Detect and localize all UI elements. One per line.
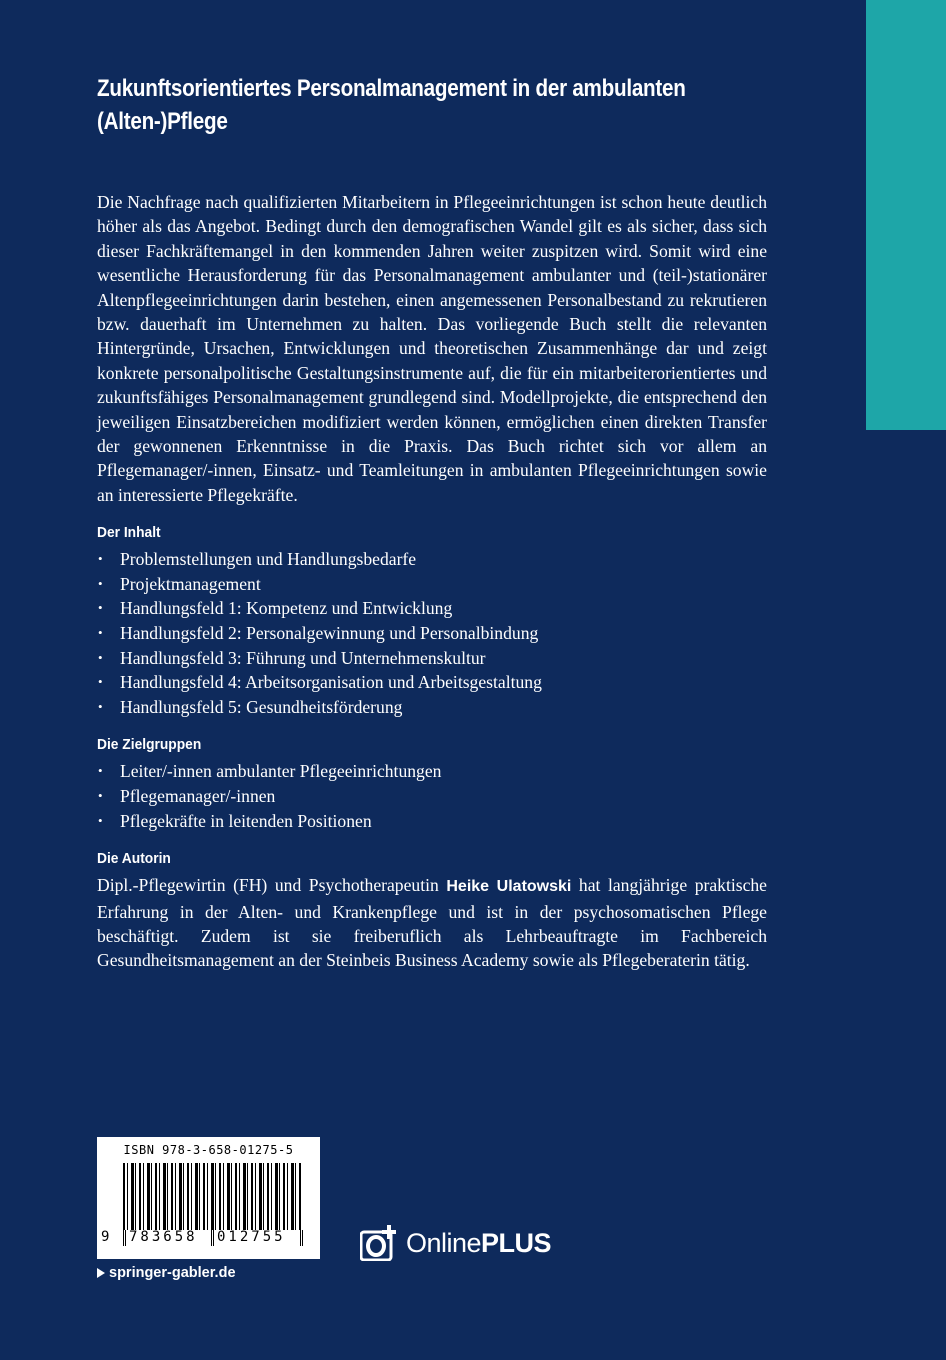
barcode-left-digits: 783658 [129,1229,198,1245]
author-name: Heike Ulatowski [446,878,572,896]
section-heading-inhalt: Der Inhalt [97,524,161,542]
list-item: • Leiter/-innen ambulanter Pflegeeinrichtungen [97,759,767,784]
list-item: • Projektmanagement [97,572,767,597]
zielgruppen-list [97,759,767,833]
list-item: • Handlungsfeld 5: Gesundheitsförderung [97,695,767,720]
play-arrow-icon [97,1268,105,1278]
section-zielgruppen [97,735,767,833]
section-inhalt [97,523,767,719]
section-heading-zielgruppen: Die Zielgruppen [97,736,202,754]
author-bio-end: hat langjährige praktische Erfahrung in der Alten- und Krankenpflege und ist in der psychosomatischen Pflege beschäftigt. Zudem ist sie freiberuflich als Lehrbeauftragte im Fachbereich Gesundheitsmanagement an der Steinbeis Business Academy sowie als Pflegeberaterin tätig. [97,875,767,971]
online-plus-text [406,1228,551,1259]
barcode-first-digit: 9 [101,1229,110,1245]
back-cover-content [97,72,767,973]
website-url: springer-gabler.de [109,1265,236,1281]
list-item: • Handlungsfeld 4: Arbeitsorganisation und Arbeitsgestaltung [97,670,767,695]
title-line-1: Zukunftsorientiertes Personalmanagement in der ambulanten [97,75,686,102]
intro-paragraph: Die Nachfrage nach qualifizierten Mitarbeitern in Pflegeeinrichtungen ist schon heute deutlich höher als das Angebot. Bedingt durch den demografischen Wandel gilt es als sicher, dass sich dieser Fachkräftemangel in den kommenden Jahren weiter zuspitzen wird. Somit wird eine wesentliche Herausforderung für das Personalmanagement ambulanter und (teil-)stationärer Altenpflegeeinrichtungen darin bestehen, einen angemessenen Personalbestand zu rekrutieren bzw. dauerhaft im Unternehmen zu halten. Das vorliegende Buch stellt die relevanten Hintergründe, Ursachen, Entwicklungen und theoretischen Zusammenhänge dar und zeigt konkrete personalpolitische Gestaltungsinstrumente auf, die für ein mitarbeiterorientiertes und zukunftsfähiges Personalmanagement grundlegend sind. Modellprojekte, die entsprechend den jeweiligen Einsatzbereichen modifiziert werden können, ermöglichen einen direkten Transfer der gewonnenen Erkenntnisse in die Praxis. Das Buch richtet sich vor allem an Pflegemanager/-innen, Einsatz- und Teamleitungen in ambulanten Pflegeeinrichtungen sowie an interessierte Pflegekräfte. [97,192,767,505]
barcode-guard-center [210,1230,214,1246]
list-item: • Problemstellungen und Handlungsbedarfe [97,547,767,572]
isbn-barcode [97,1137,320,1259]
barcode-guard-right [300,1230,303,1246]
list-item: • Pflegemanager/-innen [97,784,767,809]
list-item: • Handlungsfeld 3: Führung und Unternehmenskultur [97,646,767,671]
plus-text: PLUS [481,1227,552,1258]
list-item: • Handlungsfeld 2: Personalgewinnung und Personalbindung [97,621,767,646]
author-bio [97,873,767,973]
barcode-right-digits: 012755 [217,1229,286,1245]
website-link[interactable] [97,1265,236,1281]
section-heading-autorin: Die Autorin [97,850,171,868]
list-item: • Pflegekräfte in leitenden Positionen [97,809,767,834]
book-title [97,72,765,138]
list-item: • Handlungsfeld 1: Kompetenz und Entwicklung [97,596,767,621]
author-bio-start: Dipl.-Pflegewirtin (FH) und Psychotherapeutin [97,875,447,896]
barcode-guard-left [123,1230,126,1246]
section-autorin [97,849,767,973]
online-plus-logo [360,1225,551,1261]
online-plus-icon [360,1225,400,1261]
teal-accent-band [866,0,946,430]
isbn-label: ISBN 978-3-658-01275-5 [123,1143,294,1157]
online-text: Online [406,1227,482,1258]
inhalt-list [97,547,767,719]
title-line-2: (Alten-)Pflege [97,108,228,135]
